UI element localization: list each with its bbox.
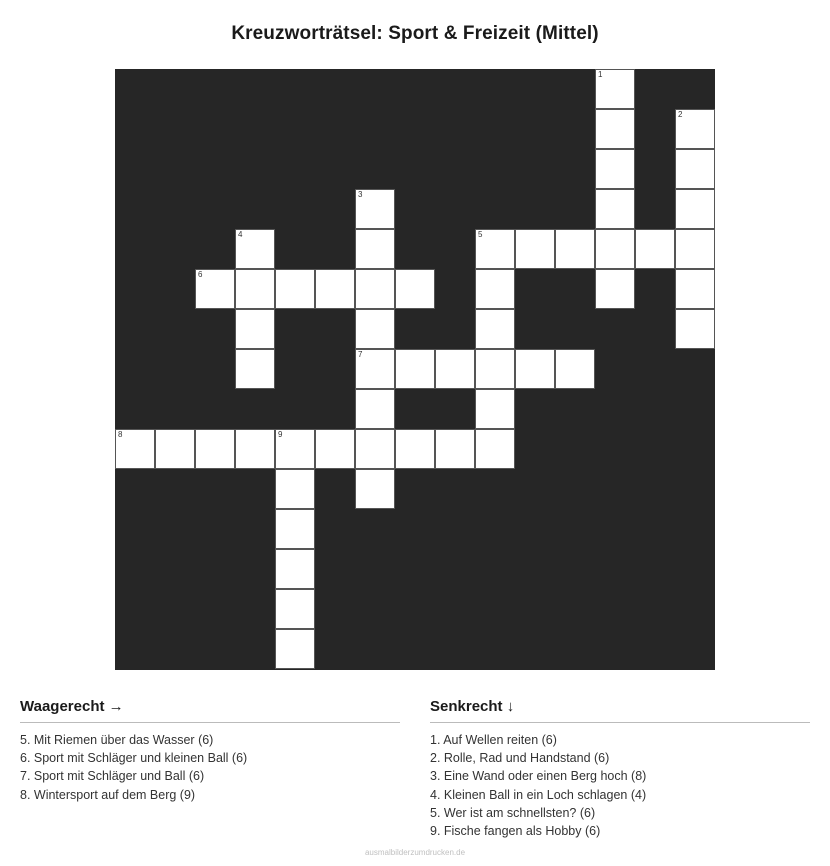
grid-cell[interactable] <box>475 229 515 269</box>
grid-cell[interactable] <box>595 189 635 229</box>
grid-cell[interactable] <box>235 269 275 309</box>
grid-cell[interactable] <box>235 349 275 389</box>
cell-number: 3 <box>358 190 363 199</box>
clue-item: 1. Auf Wellen reiten (6) <box>430 733 557 747</box>
grid-cell[interactable] <box>475 269 515 309</box>
grid-cell[interactable] <box>475 429 515 469</box>
grid-cell[interactable] <box>355 269 395 309</box>
grid-cell[interactable] <box>275 269 315 309</box>
grid-cell[interactable] <box>595 69 635 109</box>
grid-cell[interactable] <box>515 349 555 389</box>
grid-cell[interactable] <box>595 229 635 269</box>
grid-cell[interactable] <box>675 229 715 269</box>
cell-number: 7 <box>358 350 363 359</box>
grid-cell[interactable] <box>395 269 435 309</box>
grid-cell[interactable] <box>315 429 355 469</box>
grid-cell[interactable] <box>675 309 715 349</box>
grid-cell[interactable] <box>155 429 195 469</box>
grid-cell[interactable] <box>275 629 315 669</box>
clue-item: 5. Mit Riemen über das Wasser (6) <box>20 733 214 747</box>
across-clue-list <box>20 731 400 804</box>
grid-cell[interactable] <box>515 229 555 269</box>
grid-cell[interactable] <box>115 429 155 469</box>
grid-cell[interactable] <box>275 429 315 469</box>
grid-cells-container <box>115 69 715 670</box>
grid-cell[interactable] <box>355 309 395 349</box>
grid-cell[interactable] <box>235 429 275 469</box>
grid-cell[interactable] <box>275 509 315 549</box>
grid-cell[interactable] <box>395 349 435 389</box>
clue-item: 3. Eine Wand oder einen Berg hoch (8) <box>430 769 647 784</box>
grid-cell[interactable] <box>555 229 595 269</box>
across-heading: Waagerecht → <box>20 698 400 723</box>
grid-cell[interactable] <box>395 429 435 469</box>
clue-item: 4. Kleinen Ball in ein Loch schlagen (4) <box>430 787 647 802</box>
grid-cell[interactable] <box>195 429 235 469</box>
grid-cell[interactable] <box>595 149 635 189</box>
grid-cell[interactable] <box>475 389 515 429</box>
grid-cell[interactable] <box>675 109 715 149</box>
grid-cell[interactable] <box>475 349 515 389</box>
clue-item: 7. Sport mit Schläger und Ball (6) <box>20 769 205 784</box>
grid-cell[interactable] <box>675 269 715 309</box>
cell-number: 1 <box>598 70 603 79</box>
grid-cell[interactable] <box>355 429 395 469</box>
page-title: Kreuzworträtsel: Sport & Freizeit (Mittel) <box>231 23 599 44</box>
clue-item: 2. Rolle, Rad und Handstand (6) <box>430 751 610 766</box>
grid-cell[interactable] <box>275 469 315 509</box>
grid-cell[interactable] <box>595 109 635 149</box>
grid-cell[interactable] <box>435 349 475 389</box>
cell-number: 8 <box>118 430 123 439</box>
down-clue-list <box>430 731 810 840</box>
grid-cell[interactable] <box>275 589 315 629</box>
grid-cell[interactable] <box>595 269 635 309</box>
grid-cell[interactable] <box>355 229 395 269</box>
cell-number: 2 <box>678 110 683 119</box>
grid-cell[interactable] <box>675 149 715 189</box>
grid-cell[interactable] <box>235 229 275 269</box>
grid-cell[interactable] <box>355 469 395 509</box>
down-clues-column <box>430 698 810 840</box>
clue-item: 6. Sport mit Schläger und kleinen Ball (6) <box>20 751 248 766</box>
grid-cell[interactable] <box>355 349 395 389</box>
grid-cell[interactable] <box>555 349 595 389</box>
footer-watermark: ausmalbilderzumdrucken.de <box>364 848 466 857</box>
clue-item: 9. Fische fangen als Hobby (6) <box>430 824 601 839</box>
grid-cell[interactable] <box>435 429 475 469</box>
cell-number: 4 <box>238 230 243 239</box>
grid-cell[interactable] <box>635 229 675 269</box>
grid-cell[interactable] <box>355 389 395 429</box>
clue-item: 8. Wintersport auf dem Berg (9) <box>20 787 196 802</box>
grid-cell[interactable] <box>355 189 395 229</box>
clue-item: 5. Wer ist am schnellsten? (6) <box>430 805 596 820</box>
grid-cell[interactable] <box>675 189 715 229</box>
across-clues-column <box>20 698 400 804</box>
cell-number: 5 <box>478 230 483 239</box>
grid-cell[interactable] <box>315 269 355 309</box>
cell-number: 9 <box>278 430 283 439</box>
grid-cell[interactable] <box>475 309 515 349</box>
grid-cell[interactable] <box>195 269 235 309</box>
grid-cell[interactable] <box>235 309 275 349</box>
crossword-grid <box>115 69 715 670</box>
down-heading: Senkrecht ↓ <box>430 698 810 723</box>
cell-number: 6 <box>198 270 203 279</box>
grid-cell[interactable] <box>275 549 315 589</box>
